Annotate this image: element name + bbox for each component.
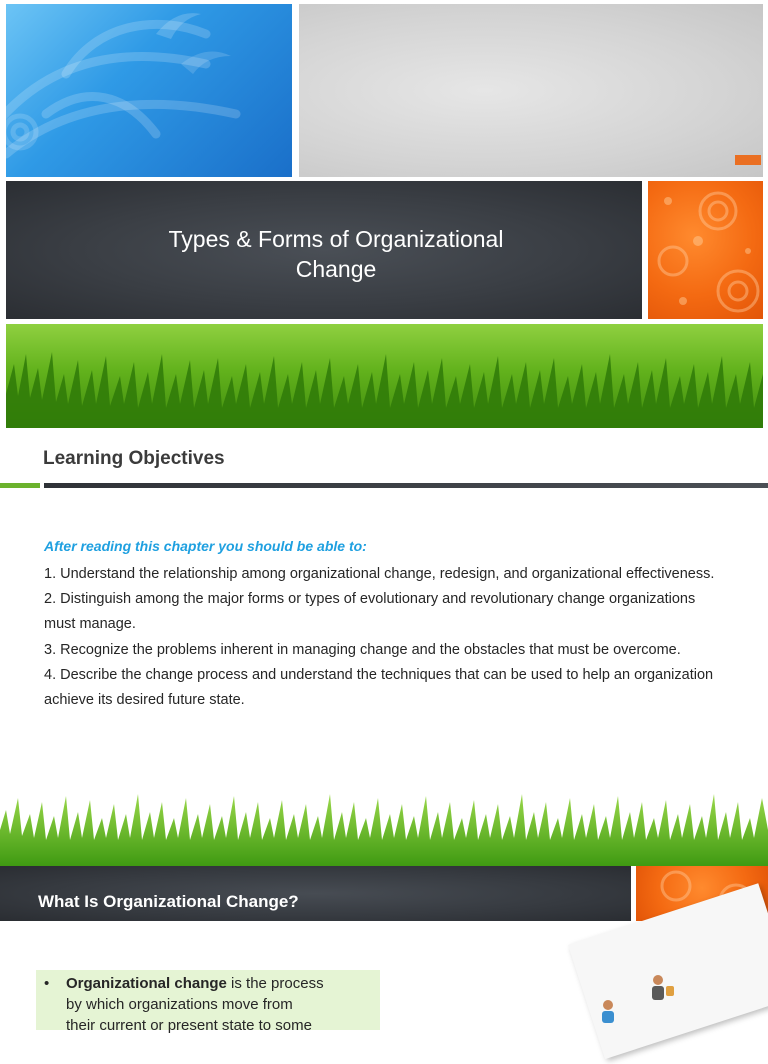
slide-title-line1: Types & Forms of Organizational [168, 226, 504, 252]
gray-texture-tile [299, 4, 763, 177]
heading-underline-accent [0, 483, 40, 488]
learning-objectives-heading: Learning Objectives [43, 448, 225, 469]
blue-swirl-tile [6, 4, 292, 177]
objective-item: 2. Distinguish among the major forms or types of evolutionary and revolutionary change organizations must manage. [44, 591, 696, 633]
bullet-line: by which organizations move from [66, 996, 293, 1013]
section-title: What Is Organizational Change? [38, 892, 299, 911]
bullet-marker: • [44, 975, 50, 992]
objectives-list [44, 562, 724, 713]
swirl-pattern-icon [6, 4, 292, 177]
bullet-line [44, 973, 364, 994]
orange-accent-mark [735, 155, 761, 165]
slide-title-line2: Change [295, 256, 377, 282]
grass-tile [6, 324, 763, 428]
bullet-line: their current or present state to some [66, 1017, 312, 1034]
objectives-intro: After reading this chapter you should be able to: [44, 538, 367, 554]
objective-item: 3. Recognize the problems inherent in managing change and the obstacles that must be overcome. [44, 641, 681, 658]
grass-footer [0, 790, 768, 866]
title-panel [6, 181, 642, 319]
circles-pattern-icon [648, 181, 763, 319]
heading-underline-bar [44, 483, 768, 488]
slide-title [116, 224, 556, 284]
objective-item: 4. Describe the change process and understand the techniques that can be used to help an organization achieve its desired future state. [44, 666, 714, 709]
grass-icon [0, 790, 768, 866]
bullet-term: Organizational change [66, 975, 227, 992]
bullet-text-part: is the process [226, 975, 324, 992]
objective-item: 1. Understand the relationship among organizational change, redesign, and organizational effectiveness. [44, 566, 715, 582]
orange-circles-tile [648, 181, 763, 319]
grass-icon [6, 324, 763, 428]
definition-bullet [44, 973, 364, 1036]
